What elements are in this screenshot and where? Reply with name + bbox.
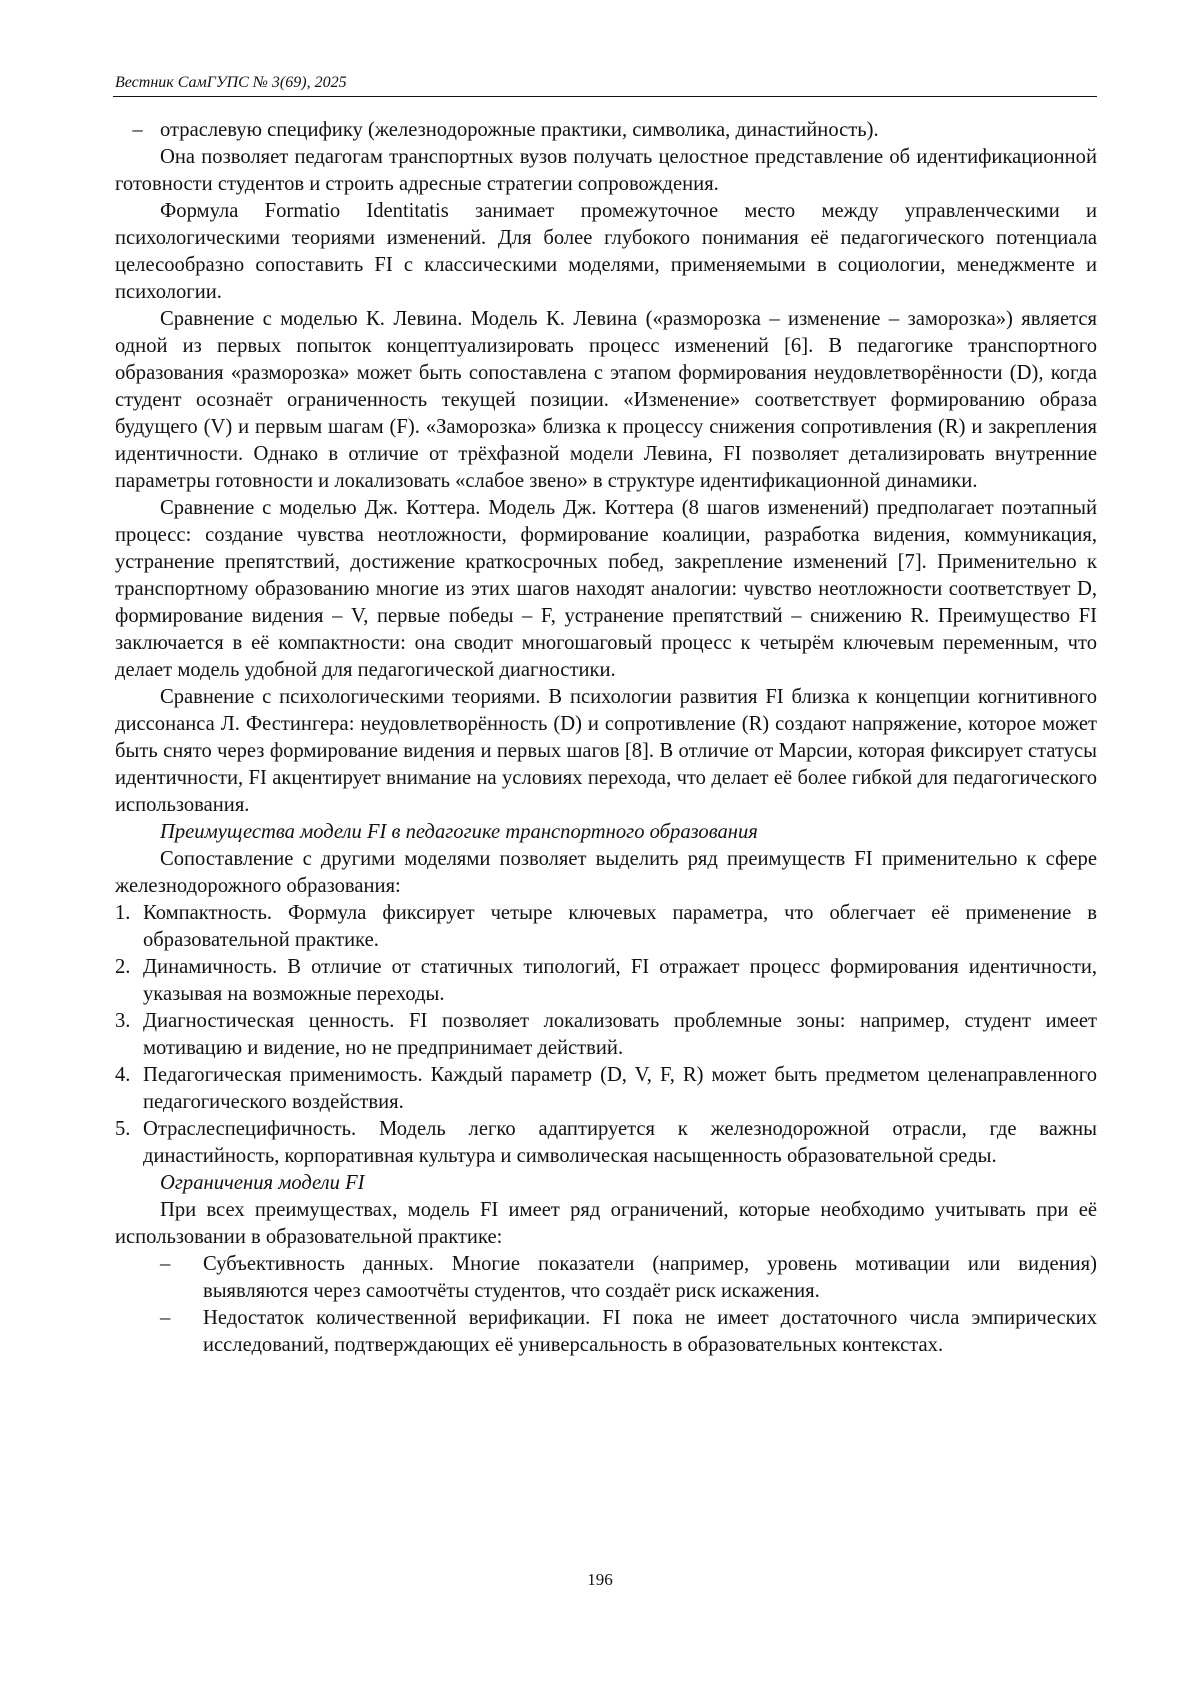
list-dash: – bbox=[132, 119, 143, 141]
advantage-item bbox=[115, 1062, 1097, 1116]
running-header: Вестник СамГУПС № 3(69), 2025 bbox=[115, 74, 347, 91]
item-text: Отраслеспецифичность. Модель легко адаптируется к железнодорожной отрасли, где важны династийность, корпоративная культура и символическая насыщенность образовательной среды. bbox=[143, 1118, 1097, 1167]
item-number: 2. bbox=[115, 956, 131, 978]
article-body bbox=[115, 117, 1097, 1359]
subheading-advantages: Преимущества модели FI в педагогике транспортного образования bbox=[160, 821, 758, 843]
paragraph-6: Сопоставление с другими моделями позволяет выделить ряд преимуществ FI применительно к сфере железнодорожного образования: bbox=[115, 848, 1097, 897]
item-text: Педагогическая применимость. Каждый параметр (D, V, F, R) может быть предметом целенаправленного педагогического воздействия. bbox=[143, 1064, 1097, 1113]
advantage-item bbox=[115, 1116, 1097, 1170]
paragraph-7: При всех преимуществах, модель FI имеет ряд ограничений, которые необходимо учитывать при её использовании в образовательной практике: bbox=[115, 1199, 1097, 1248]
item-number: 5. bbox=[115, 1118, 131, 1140]
limitation-item bbox=[115, 1251, 1097, 1305]
header-rule bbox=[113, 96, 1097, 97]
item-text: Динамичность. В отличие от статичных типологий, FI отражает процесс формирования идентичности, указывая на возможные переходы. bbox=[143, 956, 1097, 1005]
paragraph-lewin: Сравнение с моделью К. Левина. Модель К. Левина («разморозка – изменение – заморозка») является одной из первых попыток концептуализировать процесс изменений [6]. В педагогике транспортного образования «разморозка» может быть сопоставлена с этапом формирования неудовлетворённости (D), когда студент осознаёт ограниченность текущей позиции. «Изменение» соответствует формированию образа будущего (V) и первым шагам (F). «Заморозка» близка к процессу снижения сопротивления (R) и закрепления идентичности. Однако в отличие от трёхфазной модели Левина, FI позволяет детализировать внутренние параметры готовности и локализовать «слабое звено» в структуре идентификационной динамики. bbox=[115, 308, 1097, 492]
subheading-limitations: Ограничения модели FI bbox=[160, 1172, 365, 1194]
item-number: 3. bbox=[115, 1010, 131, 1032]
paragraph-kotter: Сравнение с моделью Дж. Коттера. Модель Дж. Коттера (8 шагов изменений) предполагает поэтапный процесс: создание чувства неотложности, формирование коалиции, разработка видения, коммуникация, устранение препятствий, достижение краткосрочных побед, закрепление изменений [7]. Применительно к транспортному образованию многие из этих шагов находят аналогии: чувство неотложности соответствует D, формирование видения – V, первые победы – F, устранение препятствий – снижению R. Преимущество FI заключается в её компактности: она сводит многошаговый процесс к четырём ключевым переменным, что делает модель удобной для педагогической диагностики. bbox=[115, 497, 1097, 681]
item-number: 4. bbox=[115, 1064, 131, 1086]
item-text: Субъективность данных. Многие показатели (например, уровень мотивации или видения) выявляются через самоотчёты студентов, что создаёт риск искажения. bbox=[203, 1253, 1097, 1302]
item-text: Компактность. Формула фиксирует четыре ключевых параметра, что облегчает её применение в образовательной практике. bbox=[143, 902, 1097, 951]
list-dash: – bbox=[160, 1307, 171, 1329]
advantage-item bbox=[115, 900, 1097, 954]
advantage-item bbox=[115, 1008, 1097, 1062]
limitation-item bbox=[115, 1305, 1097, 1359]
item-number: 1. bbox=[115, 902, 131, 924]
intro-list-item-text: отраслевую специфику (железнодорожные практики, символика, династийность). bbox=[160, 119, 879, 141]
list-dash: – bbox=[160, 1253, 171, 1275]
paragraph-psychology: Сравнение с психологическими теориями. В психологии развития FI близка к концепции когнитивного диссонанса Л. Фестингера: неудовлетворённость (D) и сопротивление (R) создают напряжение, которое может быть снято через формирование видения и первых шагов [8]. В отличие от Марсии, которая фиксирует статусы идентичности, FI акцентирует внимание на условиях перехода, что делает её более гибкой для педагогического использования. bbox=[115, 686, 1097, 816]
intro-list-item bbox=[115, 117, 1097, 144]
item-text: Диагностическая ценность. FI позволяет локализовать проблемные зоны: например, студент имеет мотивацию и видение, но не предпринимает действий. bbox=[143, 1010, 1097, 1059]
item-text: Недостаток количественной верификации. FI пока не имеет достаточного числа эмпирических исследований, подтверждающих её универсальность в образовательных контекстах. bbox=[203, 1307, 1097, 1356]
page-number: 196 bbox=[587, 1570, 613, 1589]
paragraph-1: Она позволяет педагогам транспортных вузов получать целостное представление об идентификационной готовности студентов и строить адресные стратегии сопровождения. bbox=[115, 146, 1097, 195]
paragraph-2: Формула Formatio Identitatis занимает промежуточное место между управленческими и психологическими теориями изменений. Для более глубокого понимания её педагогического потенциала целесообразно сопоставить FI с классическими моделями, применяемыми в социологии, менеджменте и психологии. bbox=[115, 200, 1097, 303]
advantage-item bbox=[115, 954, 1097, 1008]
